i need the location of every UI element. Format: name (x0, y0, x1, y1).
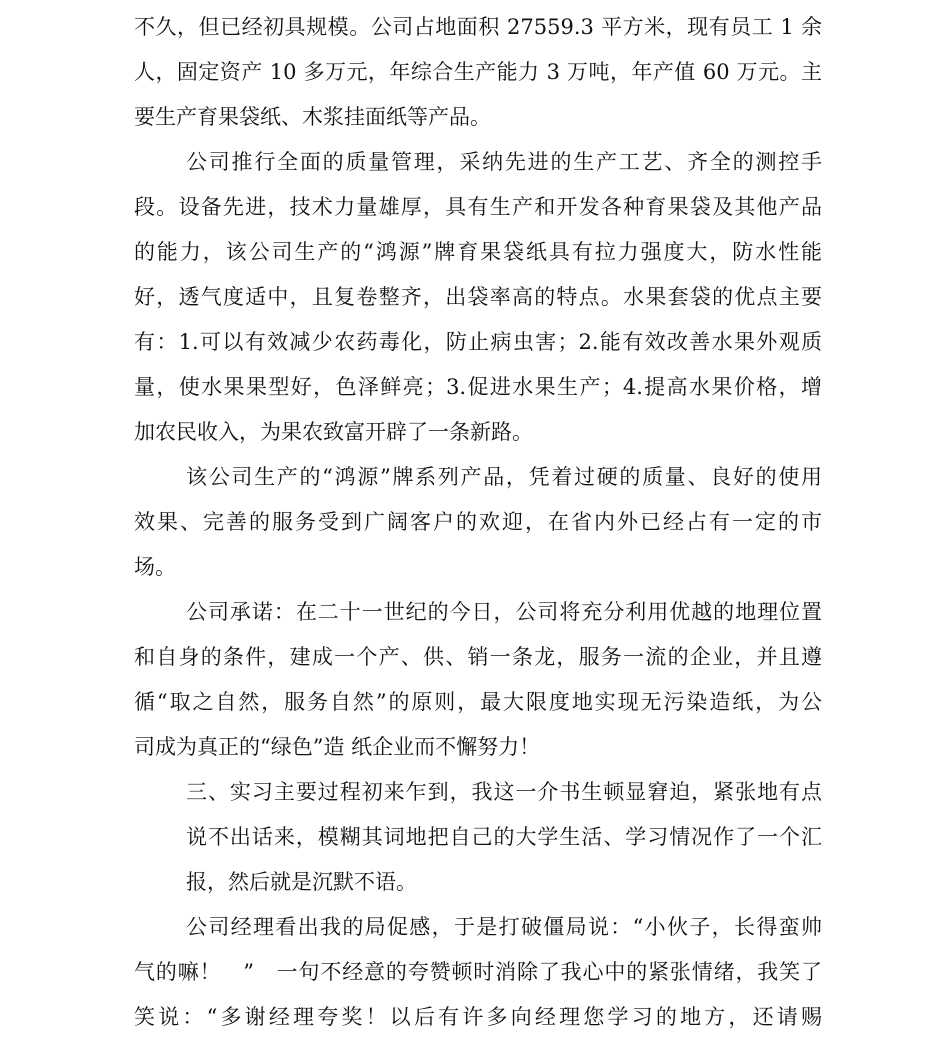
text-line: 不久，但已经初具规模。公司占地面积 27559.3 平方米，现有员工 1 余 (134, 15, 822, 39)
section-heading-line: 三、实习主要过程初来乍到，我这一介书生顿显窘迫，紧张地有点 (186, 780, 822, 804)
text-line: 和自身的条件，建成一个产、供、销一条龙，服务一流的企业，并且遵 (134, 645, 822, 669)
text-line: 量，使水果果型好，色泽鲜亮；3.促进水果生产；4.提高水果价格，增 (134, 375, 822, 399)
paragraph-first-line: 公司推行全面的质量管理，采纳先进的生产工艺、齐全的测控手 (186, 150, 822, 174)
paragraph-first-line: 公司承诺：在二十一世纪的今日，公司将充分利用优越的地理位置 (186, 600, 822, 624)
paragraph-first-line: 公司经理看出我的局促感，于是打破僵局说：“小伙子，长得蛮帅 (186, 915, 822, 939)
text-line: 司成为真正的“绿色”造 纸企业而不懈努力！ (134, 735, 541, 759)
text-line: 循“取之自然，服务自然”的原则，最大限度地实现无污染造纸，为公 (134, 690, 822, 714)
text-line: 好，透气度适中，且复卷整齐，出袋率高的特点。水果套袋的优点主要 (134, 285, 822, 309)
text-line: 报，然后就是沉默不语。 (186, 870, 417, 894)
document-page (134, 0, 822, 1050)
text-line: 的能力，该公司生产的“鸿源”牌育果袋纸具有拉力强度大，防水性能 (134, 240, 822, 264)
text-line: 场。 (134, 555, 176, 579)
text-line: 笑说：“多谢经理夸奖！以后有许多向经理您学习的地方，还请赐 (134, 1005, 822, 1029)
text-line: 人，固定资产 10 多万元，年综合生产能力 3 万吨，年产值 60 万元。主 (134, 60, 822, 84)
text-line: 气的嘛！ ” 一句不经意的夸赞顿时消除了我心中的紧张情绪，我笑了 (134, 960, 822, 984)
text-line: 说不出话来，模糊其词地把自己的大学生活、学习情况作了一个汇 (186, 825, 822, 849)
paragraph-first-line: 该公司生产的“鸿源”牌系列产品，凭着过硬的质量、良好的使用 (186, 465, 822, 489)
text-line: 段。设备先进，技术力量雄厚，具有生产和开发各种育果袋及其他产品 (134, 195, 822, 219)
text-line: 加农民收入，为果农致富开辟了一条新路。 (134, 420, 533, 444)
text-line: 要生产育果袋纸、木浆挂面纸等产品。 (134, 105, 491, 129)
text-line: 效果、完善的服务受到广阔客户的欢迎，在省内外已经占有一定的市 (134, 510, 822, 534)
text-line: 有：1.可以有效减少农药毒化，防止病虫害；2.能有效改善水果外观质 (134, 330, 822, 354)
